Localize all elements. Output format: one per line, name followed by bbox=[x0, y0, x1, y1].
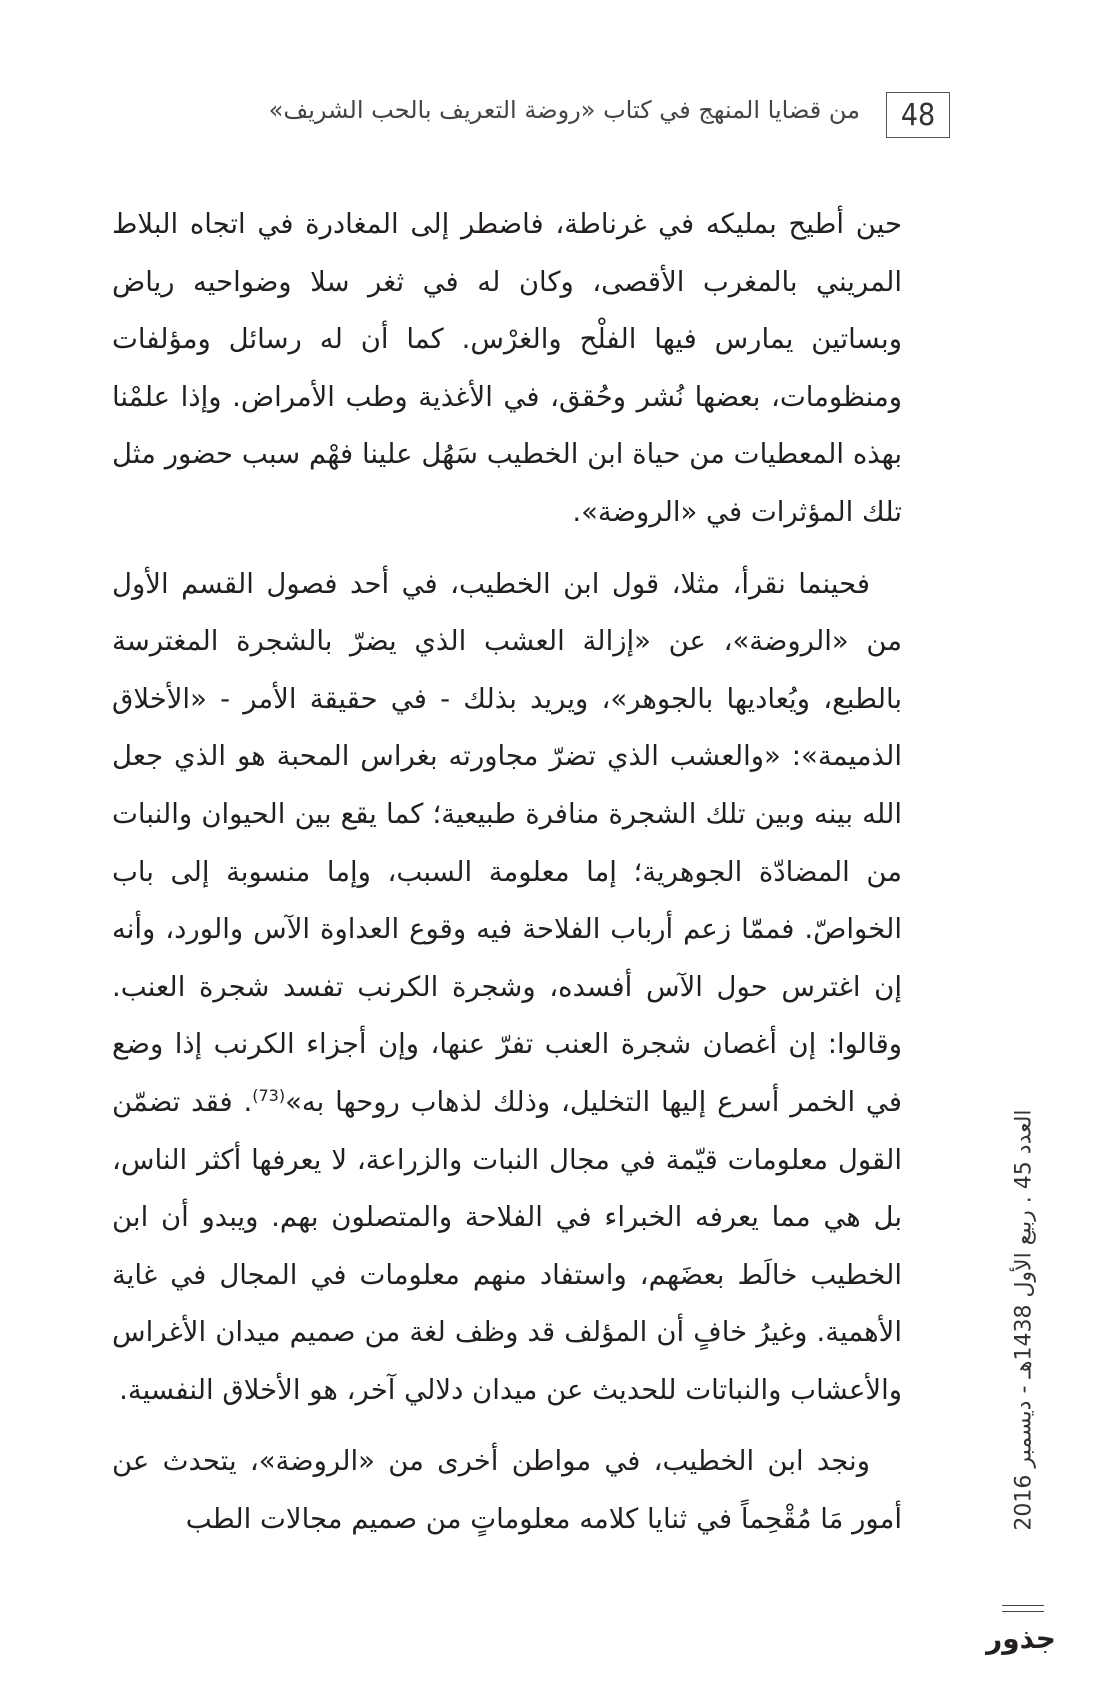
paragraph-quote: فحينما نقرأ، مثلا، قول ابن الخطيب، في أحد فصول القسم الأول من «الروضة»، عن «إزالة العشب الذي يضرّ بالشجرة المغترسة بالطبع، ويُعاديها بالجوهر»، ويريد بذلك - في حقيقة الأمر - «الأخلاق الذميمة»: «والعشب الذي تضرّ مجاورته بغراس المحبة هو الذي جعل الله بينه وبين تلك الشجرة منافرة طبيعية؛ كما يقع بين الحيوان والنبات من المضادّة الجوهرية؛ إما معلومة السبب، وإما منسوبة إلى باب الخواصّ. فممّا زعم أرباب الفلاحة فيه وقوع العداوة الآس والورد، وأنه إن اغترس حول الآس أفسده، وشجرة الكرنب تفسد شجرة العنب. وقالوا: إن أغصان شجرة العنب تفرّ عنها، وإن أجزاء الكرنب إذا وضع في الخمر أسرع إليها التخليل، وذلك لذهاب روحها به»$^{(73)}$. فقد تضمّن القول معلومات قيّمة في مجال النبات والزراعة، لا يعرفها أكثر الناس، بل هي مما يعرفه الخبراء في الفلاحة والمتصلون بهم. ويبدو أن ابن الخطيب خالَط بعضَهم، واستفاد منهم معلومات في المجال في غاية الأهمية. وغيرُ خافٍ أن المؤلف قد وظف لغة من صميم ميدان الأغراس والأعشاب والنباتات للحديث عن ميدان دلالي آخر، هو الأخلاق النفسية. bbox=[112, 567, 902, 1406]
paragraph: ونجد ابن الخطيب، في مواطن أخرى من «الروضة»، يتحدث عن أمور مَا مُقْحِماً في ثنايا كلامه معلوماتٍ من صميم مجالات الطب bbox=[112, 1445, 902, 1536]
journal-logo: جذور bbox=[986, 1622, 1056, 1655]
footnote-ref: (73) bbox=[252, 1085, 286, 1105]
paragraph-text: فحينما نقرأ، مثلا، قول ابن الخطيب، في أحد فصول القسم الأول من «الروضة»، عن «إزالة العشب الذي يضرّ بالشجرة المغترسة بالطبع، ويُعاديها بالجوهر»، ويريد بذلك - في حقيقة الأمر - «الأخلاق الذميمة»: «والعشب الذي تضرّ مجاورته بغراس المحبة هو الذي جعل الله بينه وبين تلك الشجرة منافرة طبيعية؛ كما يقع بين الحيوان والنبات من المضادّة الجوهرية؛ إما معلومة السبب، وإما منسوبة إلى باب الخواصّ. فممّا زعم أرباب الفلاحة فيه وقوع العداوة الآس والورد، وأنه إن اغترس حول الآس أفسده، وشجرة الكرنب تفسد شجرة العنب. وقالوا: إن أغصان شجرة العنب تفرّ عنها، وإن أجزاء الكرنب إذا وضع في الخمر أسرع إليها التخليل، وذلك لذهاب روحها به» bbox=[112, 567, 902, 1118]
issue-info: العدد 45 . ربيع الأول 1438هـ - ديسمبر 2016 bbox=[1011, 1109, 1037, 1531]
page-number: 48 bbox=[886, 92, 950, 138]
issue-sidebar bbox=[1004, 1040, 1044, 1600]
running-title: من قضايا المنهج في كتاب «روضة التعريف بالحب الشريف» bbox=[268, 96, 860, 124]
sidebar-divider bbox=[1002, 1605, 1044, 1612]
paragraph: حين أطيح بمليكه في غرناطة، فاضطر إلى المغادرة في اتجاه البلاط المريني بالمغرب الأقصى، وكان له في ثغر سلا وضواحيه رياض وبساتين يمارس فيها الفلْح والغرْس. كما أن له رسائل ومؤلفات ومنظومات، بعضها نُشر وحُقق، في الأغذية وطب الأمراض. وإذا علمْنا بهذه المعطيات من حياة ابن الخطيب سَهُل علينا فهْم سبب حضور مثل تلك المؤثرات في «الروضة». bbox=[112, 208, 902, 528]
paragraph-continuation: فقد تضمّن القول معلومات قيّمة في مجال النبات والزراعة، لا يعرفها أكثر الناس، بل هي مما يعرفه الخبراء في الفلاحة والمتصلون بهم. ويبدو أن ابن الخطيب خالَط بعضَهم، واستفاد منهم معلومات في المجال في غاية الأهمية. وغيرُ خافٍ أن المؤلف قد وظف لغة من صميم ميدان الأغراس والأعشاب والنباتات للحديث عن ميدان دلالي آخر، هو الأخلاق النفسية. bbox=[112, 1085, 902, 1406]
page-header bbox=[160, 86, 950, 140]
article-body bbox=[112, 196, 902, 1549]
